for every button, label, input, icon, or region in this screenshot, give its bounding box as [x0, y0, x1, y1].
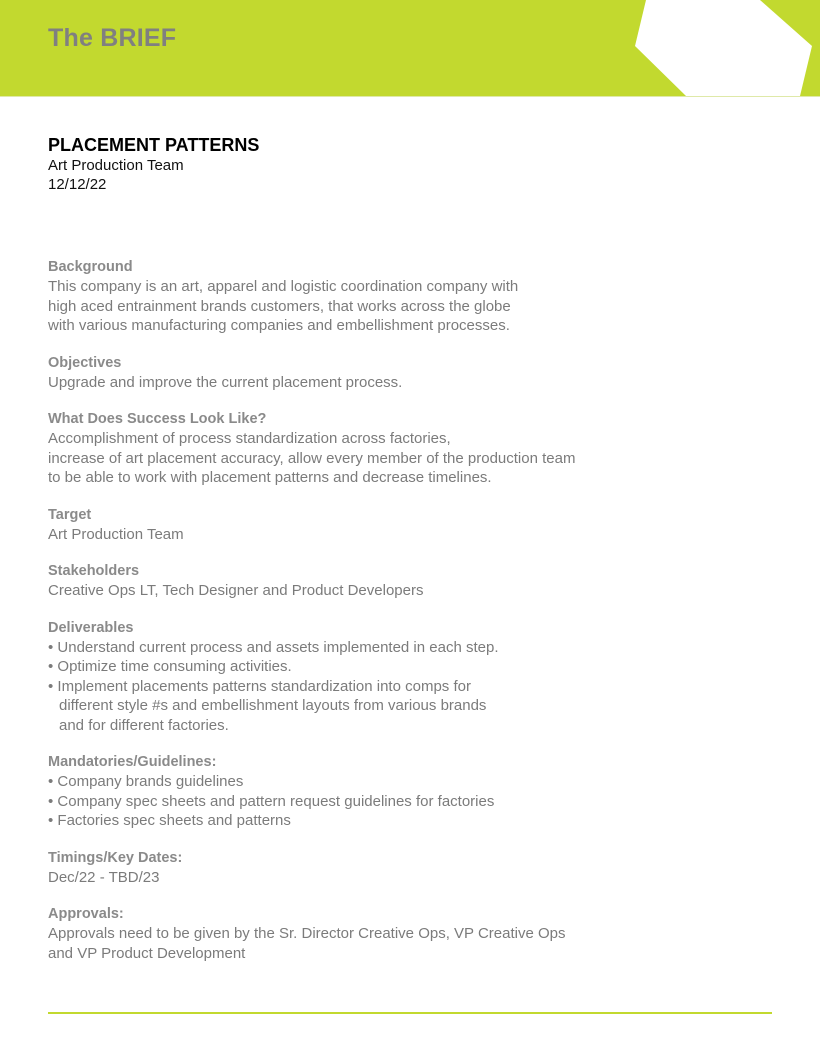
section-mandatories: [48, 753, 788, 831]
bullet-item: • Implement placements patterns standardization into comps for: [48, 677, 471, 695]
body-line: high aced entrainment brands customers, that works across the globe: [48, 297, 511, 315]
body-line: to be able to work with placement patterns and decrease timelines.: [48, 469, 492, 486]
body-line: Accomplishment of process standardization across factories,: [48, 430, 451, 447]
document-title: PLACEMENT PATTERNS: [48, 135, 260, 155]
section-timings: [48, 849, 788, 888]
body-line: Creative Ops LT, Tech Designer and Product Developers: [48, 582, 424, 599]
body-line: with various manufacturing companies and embellishment processes.: [48, 317, 510, 334]
section-background: [48, 258, 788, 336]
section-title: Stakeholders: [48, 563, 140, 579]
body-line: increase of art placement accuracy, allow every member of the production team: [48, 449, 576, 467]
bullet-item: • Factories spec sheets and patterns: [48, 812, 291, 829]
section-approvals: [48, 905, 788, 963]
document-team: Art Production Team: [48, 157, 184, 174]
body-line: Upgrade and improve the current placement process.: [48, 373, 403, 391]
section-title: What Does Success Look Like?: [48, 411, 267, 427]
document-heading: [48, 134, 259, 194]
bullet-item: • Optimize time consuming activities.: [48, 658, 292, 675]
bullet-continuation: and for different factories.: [59, 716, 229, 734]
brief-content: [48, 258, 788, 963]
body-line: Art Production Team: [48, 525, 184, 543]
section-body: [48, 581, 788, 601]
section-title: Approvals:: [48, 906, 124, 922]
section-body: [48, 638, 788, 736]
section-title: Background: [48, 259, 133, 275]
section-body: [48, 868, 788, 888]
section-body: [48, 429, 788, 488]
section-target: [48, 506, 788, 545]
body-line: This company is an art, apparel and logistic coordination company with: [48, 278, 519, 295]
section-title: Deliverables: [48, 619, 134, 636]
bullet-continuation: different style #s and embellishment layouts from various brands: [59, 697, 487, 714]
section-objectives: [48, 354, 788, 393]
section-title: Objectives: [48, 354, 122, 371]
body-line: Dec/22 - TBD/23: [48, 868, 160, 886]
section-success: [48, 410, 788, 488]
section-title: Timings/Key Dates:: [48, 849, 183, 866]
document-date: 12/12/22: [48, 176, 107, 193]
bullet-item: • Understand current process and assets implemented in each step.: [48, 638, 499, 656]
bullet-item: • Company brands guidelines: [48, 773, 244, 790]
section-body: [48, 525, 788, 545]
section-title: Mandatories/Guidelines:: [48, 754, 217, 770]
bullet-item: • Company spec sheets and pattern request guidelines for factories: [48, 792, 495, 810]
section-body: [48, 277, 788, 336]
section-body: [48, 924, 788, 963]
footer-divider: [48, 1012, 772, 1014]
body-line: and VP Product Development: [48, 944, 246, 962]
section-title: Target: [48, 506, 92, 523]
section-body: [48, 772, 788, 831]
section-body: [48, 373, 788, 393]
body-line: Approvals need to be given by the Sr. Director Creative Ops, VP Creative Ops: [48, 925, 566, 942]
brief-title: The BRIEF: [48, 24, 177, 52]
header-banner: [0, 0, 820, 96]
header-divider: [0, 96, 820, 97]
header-white-hexagon-shape: [635, 0, 812, 96]
section-stakeholders: [48, 562, 788, 601]
section-deliverables: [48, 619, 788, 736]
